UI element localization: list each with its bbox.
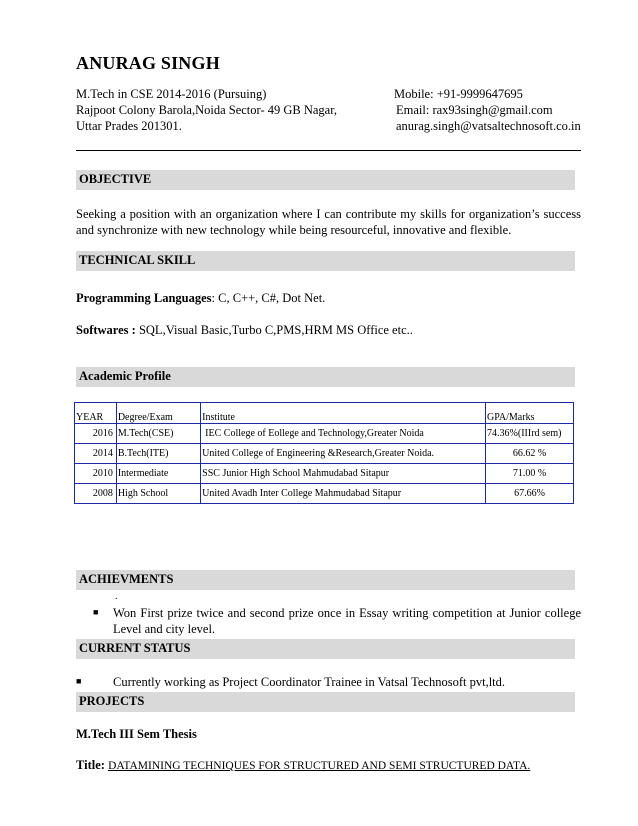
academic-heading: Academic Profile bbox=[79, 369, 171, 383]
projects-heading: PROJECTS bbox=[79, 694, 145, 708]
table-row bbox=[75, 444, 574, 464]
row-degree: Intermediate bbox=[116, 464, 200, 484]
programming-languages-value: : C, C++, C#, Dot Net. bbox=[211, 291, 326, 305]
project-title-line bbox=[76, 757, 530, 774]
table-row bbox=[75, 424, 574, 444]
academic-section-header bbox=[76, 367, 575, 387]
row-gpa: 66.62 % bbox=[486, 444, 574, 464]
row-gpa: 74.36%(IIIrd sem) bbox=[486, 424, 574, 444]
row-institute: SSC Junior High School Mahmudabad Sitapur bbox=[201, 464, 486, 484]
technical-skill-section-header bbox=[76, 251, 575, 271]
header-address-line-1: Rajpoot Colony Barola,Noida Sector- 49 GB Nagar, bbox=[76, 103, 338, 117]
table-row bbox=[75, 484, 574, 504]
achievement-item: Won First prize twice and second prize once in Essay writing competition at Junior college Level and city level. bbox=[113, 606, 581, 636]
row-gpa: 71.00 % bbox=[486, 464, 574, 484]
objective-section-header bbox=[76, 170, 575, 190]
row-year: 2008 bbox=[75, 484, 117, 504]
row-degree: High School bbox=[116, 484, 200, 504]
objective-text: Seeking a position with an organization where I can contribute my skills for organization’s success and synchronize with new technology while being resourceful, innovative and flexible. bbox=[76, 207, 581, 237]
column-header-degree: Degree/Exam bbox=[116, 403, 200, 424]
project-subheading: M.Tech III Sem Thesis bbox=[76, 727, 197, 741]
programming-languages-line bbox=[76, 290, 325, 306]
header-divider bbox=[76, 150, 581, 151]
row-institute: United College of Engineering &Research,Greater Noida. bbox=[201, 444, 486, 464]
row-year: 2014 bbox=[75, 444, 117, 464]
row-year: 2016 bbox=[75, 424, 117, 444]
softwares-line bbox=[76, 322, 413, 338]
achievements-heading: ACHIEVMENTS bbox=[79, 572, 174, 586]
project-title-label: Title: bbox=[76, 758, 105, 772]
academic-table-header-row bbox=[75, 403, 574, 424]
row-degree: B.Tech(ITE) bbox=[116, 444, 200, 464]
header-work-email: anurag.singh@vatsaltechnosoft.co.in bbox=[396, 119, 581, 133]
bullet-icon: ■ bbox=[76, 676, 82, 686]
softwares-label: Softwares : bbox=[76, 323, 136, 337]
row-year: 2010 bbox=[75, 464, 117, 484]
bullet-icon: ■ bbox=[93, 607, 99, 617]
header-degree: M.Tech in CSE 2014-2016 (Pursuing) bbox=[76, 87, 267, 101]
current-status-section-header bbox=[76, 639, 575, 659]
row-gpa: 67.66% bbox=[486, 484, 574, 504]
row-degree: M.Tech(CSE) bbox=[116, 424, 200, 444]
header-email: Email: rax93singh@gmail.com bbox=[396, 103, 553, 117]
current-status-item: Currently working as Project Coordinator Trainee in Vatsal Technosoft pvt,ltd. bbox=[113, 675, 506, 689]
candidate-name: ANURAG SINGH bbox=[76, 53, 220, 73]
achievements-section-header bbox=[76, 570, 575, 590]
stray-dot: . bbox=[115, 591, 118, 602]
projects-section-header bbox=[76, 692, 575, 712]
project-title-value: DATAMINING TECHNIQUES FOR STRUCTURED AND SEMI STRUCTURED DATA. bbox=[108, 760, 531, 772]
column-header-institute: Institute bbox=[201, 403, 486, 424]
header-mobile: Mobile: +91-9999647695 bbox=[394, 87, 523, 101]
row-institute: IEC College of Eollege and Technology,Greater Noida bbox=[201, 424, 486, 444]
current-status-heading: CURRENT STATUS bbox=[79, 641, 191, 655]
column-header-gpa: GPA/Marks bbox=[486, 403, 574, 424]
softwares-value: SQL,Visual Basic,Turbo C,PMS,HRM MS Office etc.. bbox=[135, 323, 413, 337]
academic-table bbox=[74, 402, 574, 504]
programming-languages-label: Programming Languages bbox=[76, 291, 212, 305]
technical-skill-heading: TECHNICAL SKILL bbox=[79, 253, 196, 267]
column-header-year: YEAR bbox=[75, 403, 117, 424]
row-institute: United Avadh Inter College Mahmudabad Sitapur bbox=[201, 484, 486, 504]
table-row bbox=[75, 464, 574, 484]
header-address-line-2: Uttar Prades 201301. bbox=[76, 119, 182, 133]
objective-heading: OBJECTIVE bbox=[79, 172, 152, 186]
